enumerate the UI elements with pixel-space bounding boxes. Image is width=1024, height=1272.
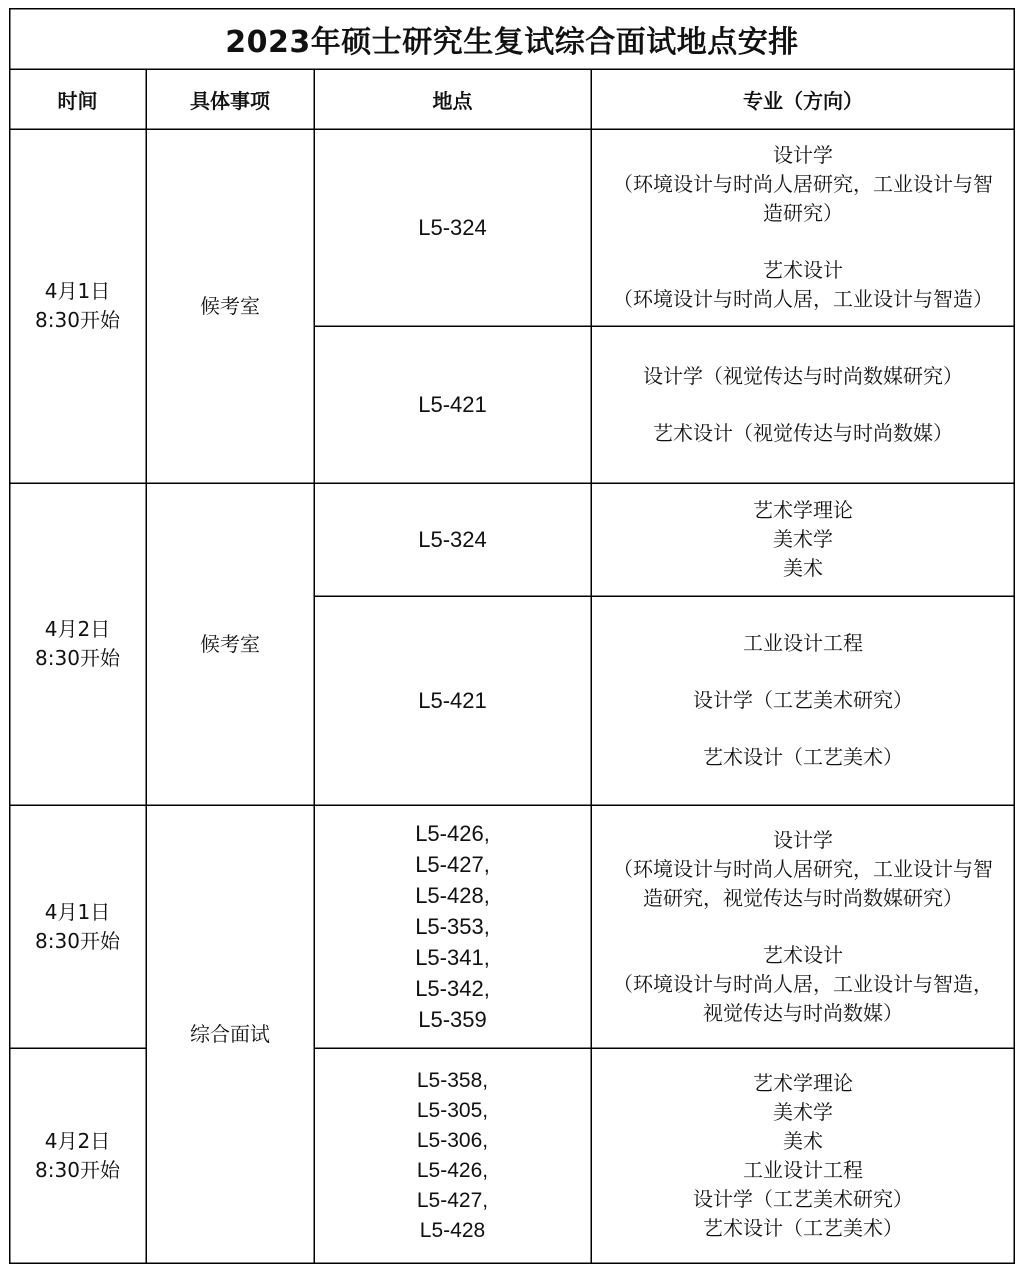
start-time-line: 8:30开始 xyxy=(35,646,120,670)
major-direction: （环境设计与时尚人居，工业设计与智造） xyxy=(613,287,993,311)
room-code: L5-305, xyxy=(416,1099,489,1122)
schedule-table xyxy=(9,8,1015,1264)
major-direction: 视觉传达与时尚数媒） xyxy=(703,1000,903,1025)
time-cell xyxy=(9,129,146,483)
room-code: L5-428, xyxy=(415,883,490,908)
item-cell xyxy=(146,129,314,483)
room-code: L5-427, xyxy=(415,852,490,877)
header-location: 地点 xyxy=(432,88,473,113)
major-name: 艺术学理论 xyxy=(753,498,853,522)
major-name: 工业设计工程 xyxy=(743,631,863,655)
room-code: L5-341, xyxy=(415,945,490,970)
room-code: L5-342, xyxy=(415,976,490,1001)
major-cell xyxy=(591,129,1015,326)
header-major: 专业（方向） xyxy=(743,88,863,113)
room-code: L5-306, xyxy=(416,1129,489,1152)
start-time-line: 8:30开始 xyxy=(35,1158,120,1182)
major-cell xyxy=(591,805,1015,1048)
time-cell xyxy=(9,483,146,805)
location-cell xyxy=(314,326,591,483)
room-code: L5-426, xyxy=(416,1159,489,1182)
major-direction: 造研究，视觉传达与时尚数媒研究） xyxy=(643,885,963,910)
major-name: 艺术设计 xyxy=(763,942,843,967)
major-name: 艺术学理论 xyxy=(753,1071,853,1095)
major-name: 艺术设计 xyxy=(763,258,843,282)
time-cell xyxy=(9,805,146,1048)
date-line: 4月1日 xyxy=(44,899,111,924)
major-name: 美术学 xyxy=(773,1100,833,1124)
date-line: 4月2日 xyxy=(44,617,111,641)
major-name: 艺术设计（工艺美术） xyxy=(703,745,903,769)
location-cell xyxy=(314,483,591,596)
major-name: 美术 xyxy=(783,556,823,580)
room-code: L5-324 xyxy=(418,215,487,240)
header-item: 具体事项 xyxy=(190,88,270,113)
major-name: 艺术设计（工艺美术） xyxy=(703,1216,903,1240)
major-cell xyxy=(591,483,1015,596)
major-name: 设计学 xyxy=(773,827,833,852)
major-name: 工业设计工程 xyxy=(743,1158,863,1182)
major-direction: （环境设计与时尚人居研究，工业设计与智 xyxy=(613,172,993,196)
major-name: 设计学（工艺美术研究） xyxy=(693,688,913,712)
location-cell xyxy=(314,596,591,805)
room-code: L5-353, xyxy=(415,914,490,939)
room-code: L5-359 xyxy=(418,1007,487,1032)
major-direction: 造研究） xyxy=(763,201,843,225)
location-cell xyxy=(314,129,591,326)
major-name: 设计学（视觉传达与时尚数媒研究） xyxy=(643,363,963,388)
item-cell xyxy=(146,805,314,1264)
item-label: 候考室 xyxy=(200,293,260,318)
major-name: 设计学 xyxy=(773,143,833,167)
major-name: 美术 xyxy=(783,1129,823,1153)
item-cell xyxy=(146,483,314,805)
item-label: 候考室 xyxy=(200,631,260,656)
location-cell xyxy=(314,1048,591,1264)
item-label: 综合面试 xyxy=(190,1022,270,1046)
date-line: 4月1日 xyxy=(44,279,111,303)
start-time-line: 8:30开始 xyxy=(35,928,120,953)
major-name: 设计学（工艺美术研究） xyxy=(693,1187,913,1211)
major-name: 艺术设计（视觉传达与时尚数媒） xyxy=(653,420,953,445)
start-time-line: 8:30开始 xyxy=(35,308,120,332)
room-code: L5-428 xyxy=(419,1219,486,1242)
major-name: 美术学 xyxy=(773,527,833,551)
room-code: L5-421 xyxy=(418,392,487,417)
major-cell xyxy=(591,1048,1015,1264)
major-cell xyxy=(591,596,1015,805)
room-code: L5-358, xyxy=(416,1069,489,1092)
header-time: 时间 xyxy=(57,88,98,113)
room-code: L5-421 xyxy=(418,688,487,713)
room-code: L5-426, xyxy=(415,821,490,846)
document-title: 2023年硕士研究生复试综合面试地点安排 xyxy=(225,24,799,60)
time-cell xyxy=(9,1048,146,1264)
major-direction: （环境设计与时尚人居，工业设计与智造， xyxy=(613,971,993,996)
major-direction: （环境设计与时尚人居研究，工业设计与智 xyxy=(613,856,993,881)
major-cell xyxy=(591,326,1015,483)
room-code: L5-427, xyxy=(416,1189,489,1212)
location-cell xyxy=(314,805,591,1048)
room-code: L5-324 xyxy=(418,527,487,552)
date-line: 4月2日 xyxy=(44,1129,111,1153)
